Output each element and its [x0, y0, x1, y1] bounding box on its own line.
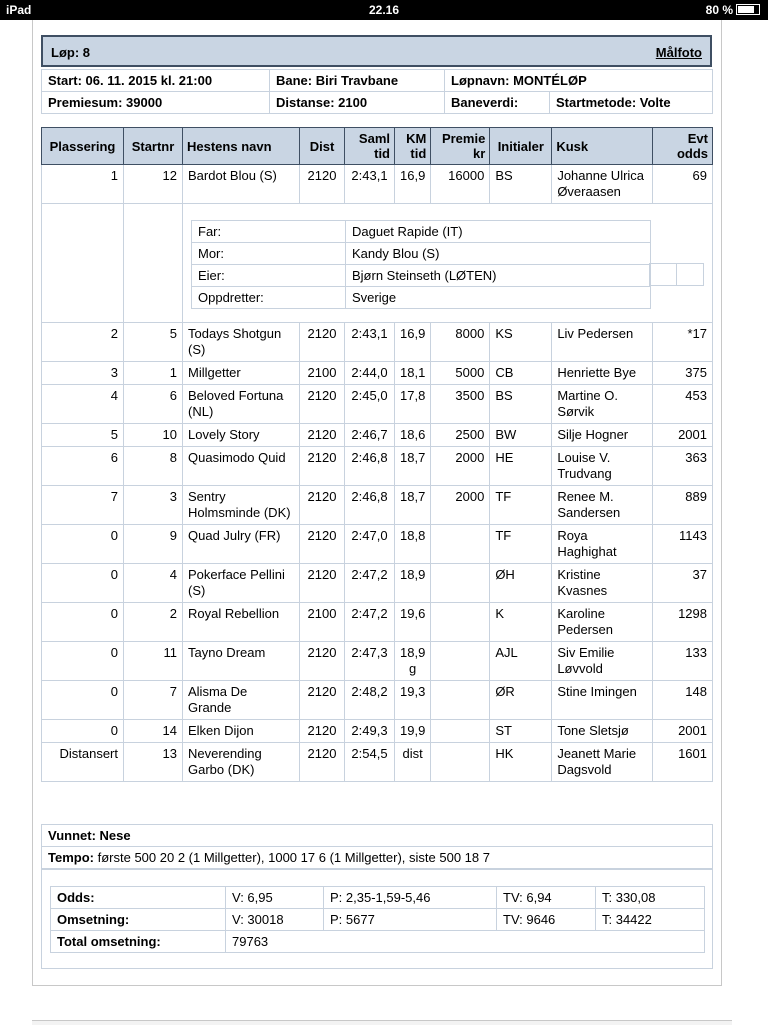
empty-cell: [650, 264, 677, 286]
start-time: Start: 06. 11. 2015 kl. 21:00: [42, 70, 270, 92]
cell-driver: Louise V. Trudvang: [552, 447, 653, 486]
cell-km-time: dist: [395, 743, 431, 782]
cell-driver: Karoline Pedersen: [552, 603, 653, 642]
cell-total-time: 2:44,0: [345, 362, 395, 385]
col-prize[interactable]: Premie kr: [431, 128, 490, 165]
cell-total-time: 2:43,1: [345, 323, 395, 362]
col-placement[interactable]: Plassering: [42, 128, 124, 165]
cell-prize: 16000: [431, 165, 490, 204]
cell-placement: Distansert: [42, 743, 124, 782]
pedigree-label: Mor:: [192, 243, 346, 265]
cell-start-number: 9: [124, 525, 183, 564]
result-row[interactable]: [42, 385, 713, 424]
result-row[interactable]: [42, 362, 713, 385]
cell-prize: [431, 681, 490, 720]
turnover-p: P: 5677: [324, 909, 497, 931]
cell-total-time: 2:47,0: [345, 525, 395, 564]
cell-horse-name: Alisma De Grande: [183, 681, 300, 720]
result-row[interactable]: [42, 720, 713, 743]
cell-km-time: 18,1: [395, 362, 431, 385]
cell-initials: BW: [490, 424, 552, 447]
results-table: [41, 127, 713, 782]
cell-distance: 2120: [300, 642, 345, 681]
odds-tv: TV: 6,94: [497, 887, 596, 909]
cell-start-number: 6: [124, 385, 183, 424]
pedigree-item: [192, 243, 651, 265]
cell-total-time: 2:43,1: [345, 165, 395, 204]
cell-initials: ØR: [490, 681, 552, 720]
pedigree-value: Kandy Blou (S): [346, 243, 651, 265]
cell-odds: 69: [653, 165, 713, 204]
empty-cell: [677, 264, 704, 286]
cell-initials: CB: [490, 362, 552, 385]
cell-km-time: 17,8: [395, 385, 431, 424]
odds-t: T: 330,08: [596, 887, 705, 909]
pedigree-extra-cells: [649, 263, 704, 286]
cell-initials: TF: [490, 525, 552, 564]
cell-distance: 2120: [300, 525, 345, 564]
total-turnover: 79763: [226, 931, 705, 953]
cell-initials: TF: [490, 486, 552, 525]
cell-km-time: 16,9: [395, 323, 431, 362]
device-label: iPad: [6, 3, 32, 17]
odds-box: [41, 869, 713, 969]
pedigree-label: Far:: [192, 221, 346, 243]
cell-km-time: 18,8: [395, 525, 431, 564]
cell-km-time: 18,7: [395, 447, 431, 486]
battery-indicator: [706, 3, 760, 17]
cell-horse-name: Royal Rebellion: [183, 603, 300, 642]
cell-horse-name: Tayno Dream: [183, 642, 300, 681]
turnover-t: T: 34422: [596, 909, 705, 931]
cell-total-time: 2:46,8: [345, 486, 395, 525]
cell-prize: [431, 564, 490, 603]
cell-start-number: 14: [124, 720, 183, 743]
cell-initials: BS: [490, 165, 552, 204]
pedigree-table: [191, 220, 651, 309]
cell-placement: 7: [42, 486, 124, 525]
cell-prize: 2500: [431, 424, 490, 447]
cell-km-time: 19,6: [395, 603, 431, 642]
race-name: Løpnavn: MONTÉLØP: [445, 70, 713, 92]
cell-distance: 2120: [300, 681, 345, 720]
cell-driver: Jeanett Marie Dagsvold: [552, 743, 653, 782]
cell-prize: 3500: [431, 385, 490, 424]
cell-prize: [431, 720, 490, 743]
cell-odds: 453: [653, 385, 713, 424]
pedigree-item: [192, 265, 651, 287]
cell-start-number: 12: [124, 165, 183, 204]
cell-start-number: 3: [124, 486, 183, 525]
cell-horse-name: Millgetter: [183, 362, 300, 385]
clock: 22.16: [368, 3, 400, 17]
result-row[interactable]: [42, 323, 713, 362]
next-section-edge: [32, 1020, 732, 1025]
cell-odds: 363: [653, 447, 713, 486]
distance: Distanse: 2100: [270, 92, 445, 114]
cell-placement: 1: [42, 165, 124, 204]
start-method: Startmetode: Volte: [550, 92, 713, 114]
cell-total-time: 2:46,8: [345, 447, 395, 486]
cell-horse-name: Quasimodo Quid: [183, 447, 300, 486]
cell-start-number: 7: [124, 681, 183, 720]
total-turnover-label: Total omsetning:: [51, 931, 226, 953]
track-value: Baneverdi:: [445, 92, 550, 114]
cell-odds: 889: [653, 486, 713, 525]
result-row[interactable]: [42, 486, 713, 525]
pedigree-spacer: [124, 204, 183, 323]
photo-finish-link[interactable]: Målfoto: [655, 45, 702, 60]
track-name: Bane: Biri Travbane: [270, 70, 445, 92]
cell-placement: 5: [42, 424, 124, 447]
cell-start-number: 13: [124, 743, 183, 782]
cell-odds: 2001: [653, 424, 713, 447]
pedigree-label: Eier:: [192, 265, 346, 287]
cell-start-number: 10: [124, 424, 183, 447]
result-row[interactable]: [42, 603, 713, 642]
turnover-tv: TV: 9646: [497, 909, 596, 931]
prize-sum: Premiesum: 39000: [42, 92, 270, 114]
battery-percent: 80 %: [705, 3, 733, 17]
cell-driver: Renee M. Sandersen: [552, 486, 653, 525]
cell-driver: Henriette Bye: [552, 362, 653, 385]
cell-horse-name: Bardot Blou (S): [183, 165, 300, 204]
cell-odds: 375: [653, 362, 713, 385]
cell-placement: 3: [42, 362, 124, 385]
result-row[interactable]: [42, 564, 713, 603]
odds-v: V: 6,95: [226, 887, 324, 909]
cell-prize: 2000: [431, 447, 490, 486]
cell-horse-name: Beloved Fortuna (NL): [183, 385, 300, 424]
odds-table: [50, 886, 705, 953]
cell-horse-name: Elken Dijon: [183, 720, 300, 743]
cell-driver: Tone Sletsjø: [552, 720, 653, 743]
cell-total-time: 2:47,3: [345, 642, 395, 681]
cell-km-time: 16,9: [395, 165, 431, 204]
cell-odds: 1298: [653, 603, 713, 642]
pedigree-item: [192, 287, 651, 309]
status-bar: [0, 0, 768, 20]
cell-odds: 37: [653, 564, 713, 603]
col-odds[interactable]: Evt odds: [653, 128, 713, 165]
battery-icon: [736, 4, 760, 15]
cell-placement: 0: [42, 642, 124, 681]
cell-prize: [431, 525, 490, 564]
pedigree-value: Bjørn Steinseth (LØTEN): [346, 265, 651, 287]
cell-prize: [431, 603, 490, 642]
cell-driver: Liv Pedersen: [552, 323, 653, 362]
cell-initials: K: [490, 603, 552, 642]
race-number: Løp: 8: [51, 45, 90, 60]
cell-start-number: 5: [124, 323, 183, 362]
cell-horse-name: Sentry Holmsminde (DK): [183, 486, 300, 525]
results-header-row: [42, 128, 713, 165]
cell-start-number: 4: [124, 564, 183, 603]
col-driver[interactable]: Kusk: [552, 128, 653, 165]
cell-total-time: 2:47,2: [345, 603, 395, 642]
cell-initials: HK: [490, 743, 552, 782]
turnover-label: Omsetning:: [51, 909, 226, 931]
odds-label: Odds:: [51, 887, 226, 909]
cell-start-number: 1: [124, 362, 183, 385]
cell-horse-name: Neverending Garbo (DK): [183, 743, 300, 782]
cell-placement: 0: [42, 564, 124, 603]
cell-km-time: 18,6: [395, 424, 431, 447]
pedigree-cell: [183, 204, 713, 323]
cell-odds: *17: [653, 323, 713, 362]
result-row[interactable]: [42, 165, 713, 204]
cell-total-time: 2:54,5: [345, 743, 395, 782]
cell-horse-name: Todays Shotgun (S): [183, 323, 300, 362]
cell-prize: 8000: [431, 323, 490, 362]
cell-distance: 2120: [300, 385, 345, 424]
cell-km-time: 19,9: [395, 720, 431, 743]
cell-odds: 148: [653, 681, 713, 720]
cell-driver: Martine O. Sørvik: [552, 385, 653, 424]
cell-distance: 2120: [300, 165, 345, 204]
turnover-v: V: 30018: [226, 909, 324, 931]
result-row[interactable]: [42, 642, 713, 681]
result-row[interactable]: [42, 424, 713, 447]
cell-prize: [431, 642, 490, 681]
cell-initials: ØH: [490, 564, 552, 603]
cell-placement: 2: [42, 323, 124, 362]
cell-total-time: 2:46,7: [345, 424, 395, 447]
col-horse-name[interactable]: Hestens navn: [183, 128, 300, 165]
cell-km-time: 18,9: [395, 564, 431, 603]
cell-driver: Johanne Ulrica Øveraasen: [552, 165, 653, 204]
cell-total-time: 2:48,2: [345, 681, 395, 720]
tempo: Tempo: første 500 20 2 (1 Millgetter), 1000 17 6 (1 Millgetter), siste 500 18 7: [42, 847, 713, 869]
cell-odds: 1601: [653, 743, 713, 782]
pedigree-spacer: [42, 204, 124, 323]
cell-distance: 2120: [300, 743, 345, 782]
cell-driver: Siv Emilie Løvvold: [552, 642, 653, 681]
pedigree-item: [192, 221, 651, 243]
cell-km-time: 18,7: [395, 486, 431, 525]
col-total-time[interactable]: Saml tid: [345, 128, 395, 165]
cell-driver: Silje Hogner: [552, 424, 653, 447]
cell-prize: 5000: [431, 362, 490, 385]
result-row[interactable]: [42, 681, 713, 720]
odds-p: P: 2,35-1,59-5,46: [324, 887, 497, 909]
cell-distance: 2100: [300, 603, 345, 642]
cell-odds: 1143: [653, 525, 713, 564]
result-row[interactable]: [42, 743, 713, 782]
cell-initials: KS: [490, 323, 552, 362]
cell-horse-name: Pokerface Pellini (S): [183, 564, 300, 603]
cell-initials: BS: [490, 385, 552, 424]
race-summary: [41, 824, 713, 869]
cell-odds: 133: [653, 642, 713, 681]
cell-distance: 2120: [300, 424, 345, 447]
cell-placement: 0: [42, 681, 124, 720]
result-row[interactable]: [42, 447, 713, 486]
cell-placement: 6: [42, 447, 124, 486]
col-initials[interactable]: Initialer: [490, 128, 552, 165]
cell-km-time: 19,3: [395, 681, 431, 720]
cell-driver: Kristine Kvasnes: [552, 564, 653, 603]
cell-distance: 2120: [300, 323, 345, 362]
cell-horse-name: Lovely Story: [183, 424, 300, 447]
cell-start-number: 2: [124, 603, 183, 642]
pedigree-value: Sverige: [346, 287, 651, 309]
col-distance[interactable]: Dist: [300, 128, 345, 165]
cell-odds: 2001: [653, 720, 713, 743]
cell-initials: HE: [490, 447, 552, 486]
cell-distance: 2120: [300, 447, 345, 486]
pedigree-label: Oppdretter:: [192, 287, 346, 309]
cell-distance: 2120: [300, 486, 345, 525]
cell-prize: 2000: [431, 486, 490, 525]
cell-start-number: 8: [124, 447, 183, 486]
pedigree-value: Daguet Rapide (IT): [346, 221, 651, 243]
cell-total-time: 2:45,0: [345, 385, 395, 424]
cell-distance: 2120: [300, 720, 345, 743]
cell-distance: 2100: [300, 362, 345, 385]
cell-prize: [431, 743, 490, 782]
cell-driver: Roya Haghighat: [552, 525, 653, 564]
race-header: [41, 35, 712, 67]
cell-placement: 4: [42, 385, 124, 424]
winning-margin: Vunnet: Nese: [42, 825, 713, 847]
cell-km-time: 18,9 g: [395, 642, 431, 681]
result-row[interactable]: [42, 525, 713, 564]
cell-initials: ST: [490, 720, 552, 743]
cell-start-number: 11: [124, 642, 183, 681]
cell-placement: 0: [42, 525, 124, 564]
cell-placement: 0: [42, 720, 124, 743]
cell-total-time: 2:49,3: [345, 720, 395, 743]
race-info-table: [41, 69, 713, 114]
cell-total-time: 2:47,2: [345, 564, 395, 603]
col-start-number[interactable]: Startnr: [124, 128, 183, 165]
pedigree-row: [42, 204, 713, 323]
cell-initials: AJL: [490, 642, 552, 681]
col-km-time[interactable]: KM tid: [395, 128, 431, 165]
cell-driver: Stine Imingen: [552, 681, 653, 720]
cell-distance: 2120: [300, 564, 345, 603]
cell-horse-name: Quad Julry (FR): [183, 525, 300, 564]
cell-placement: 0: [42, 603, 124, 642]
